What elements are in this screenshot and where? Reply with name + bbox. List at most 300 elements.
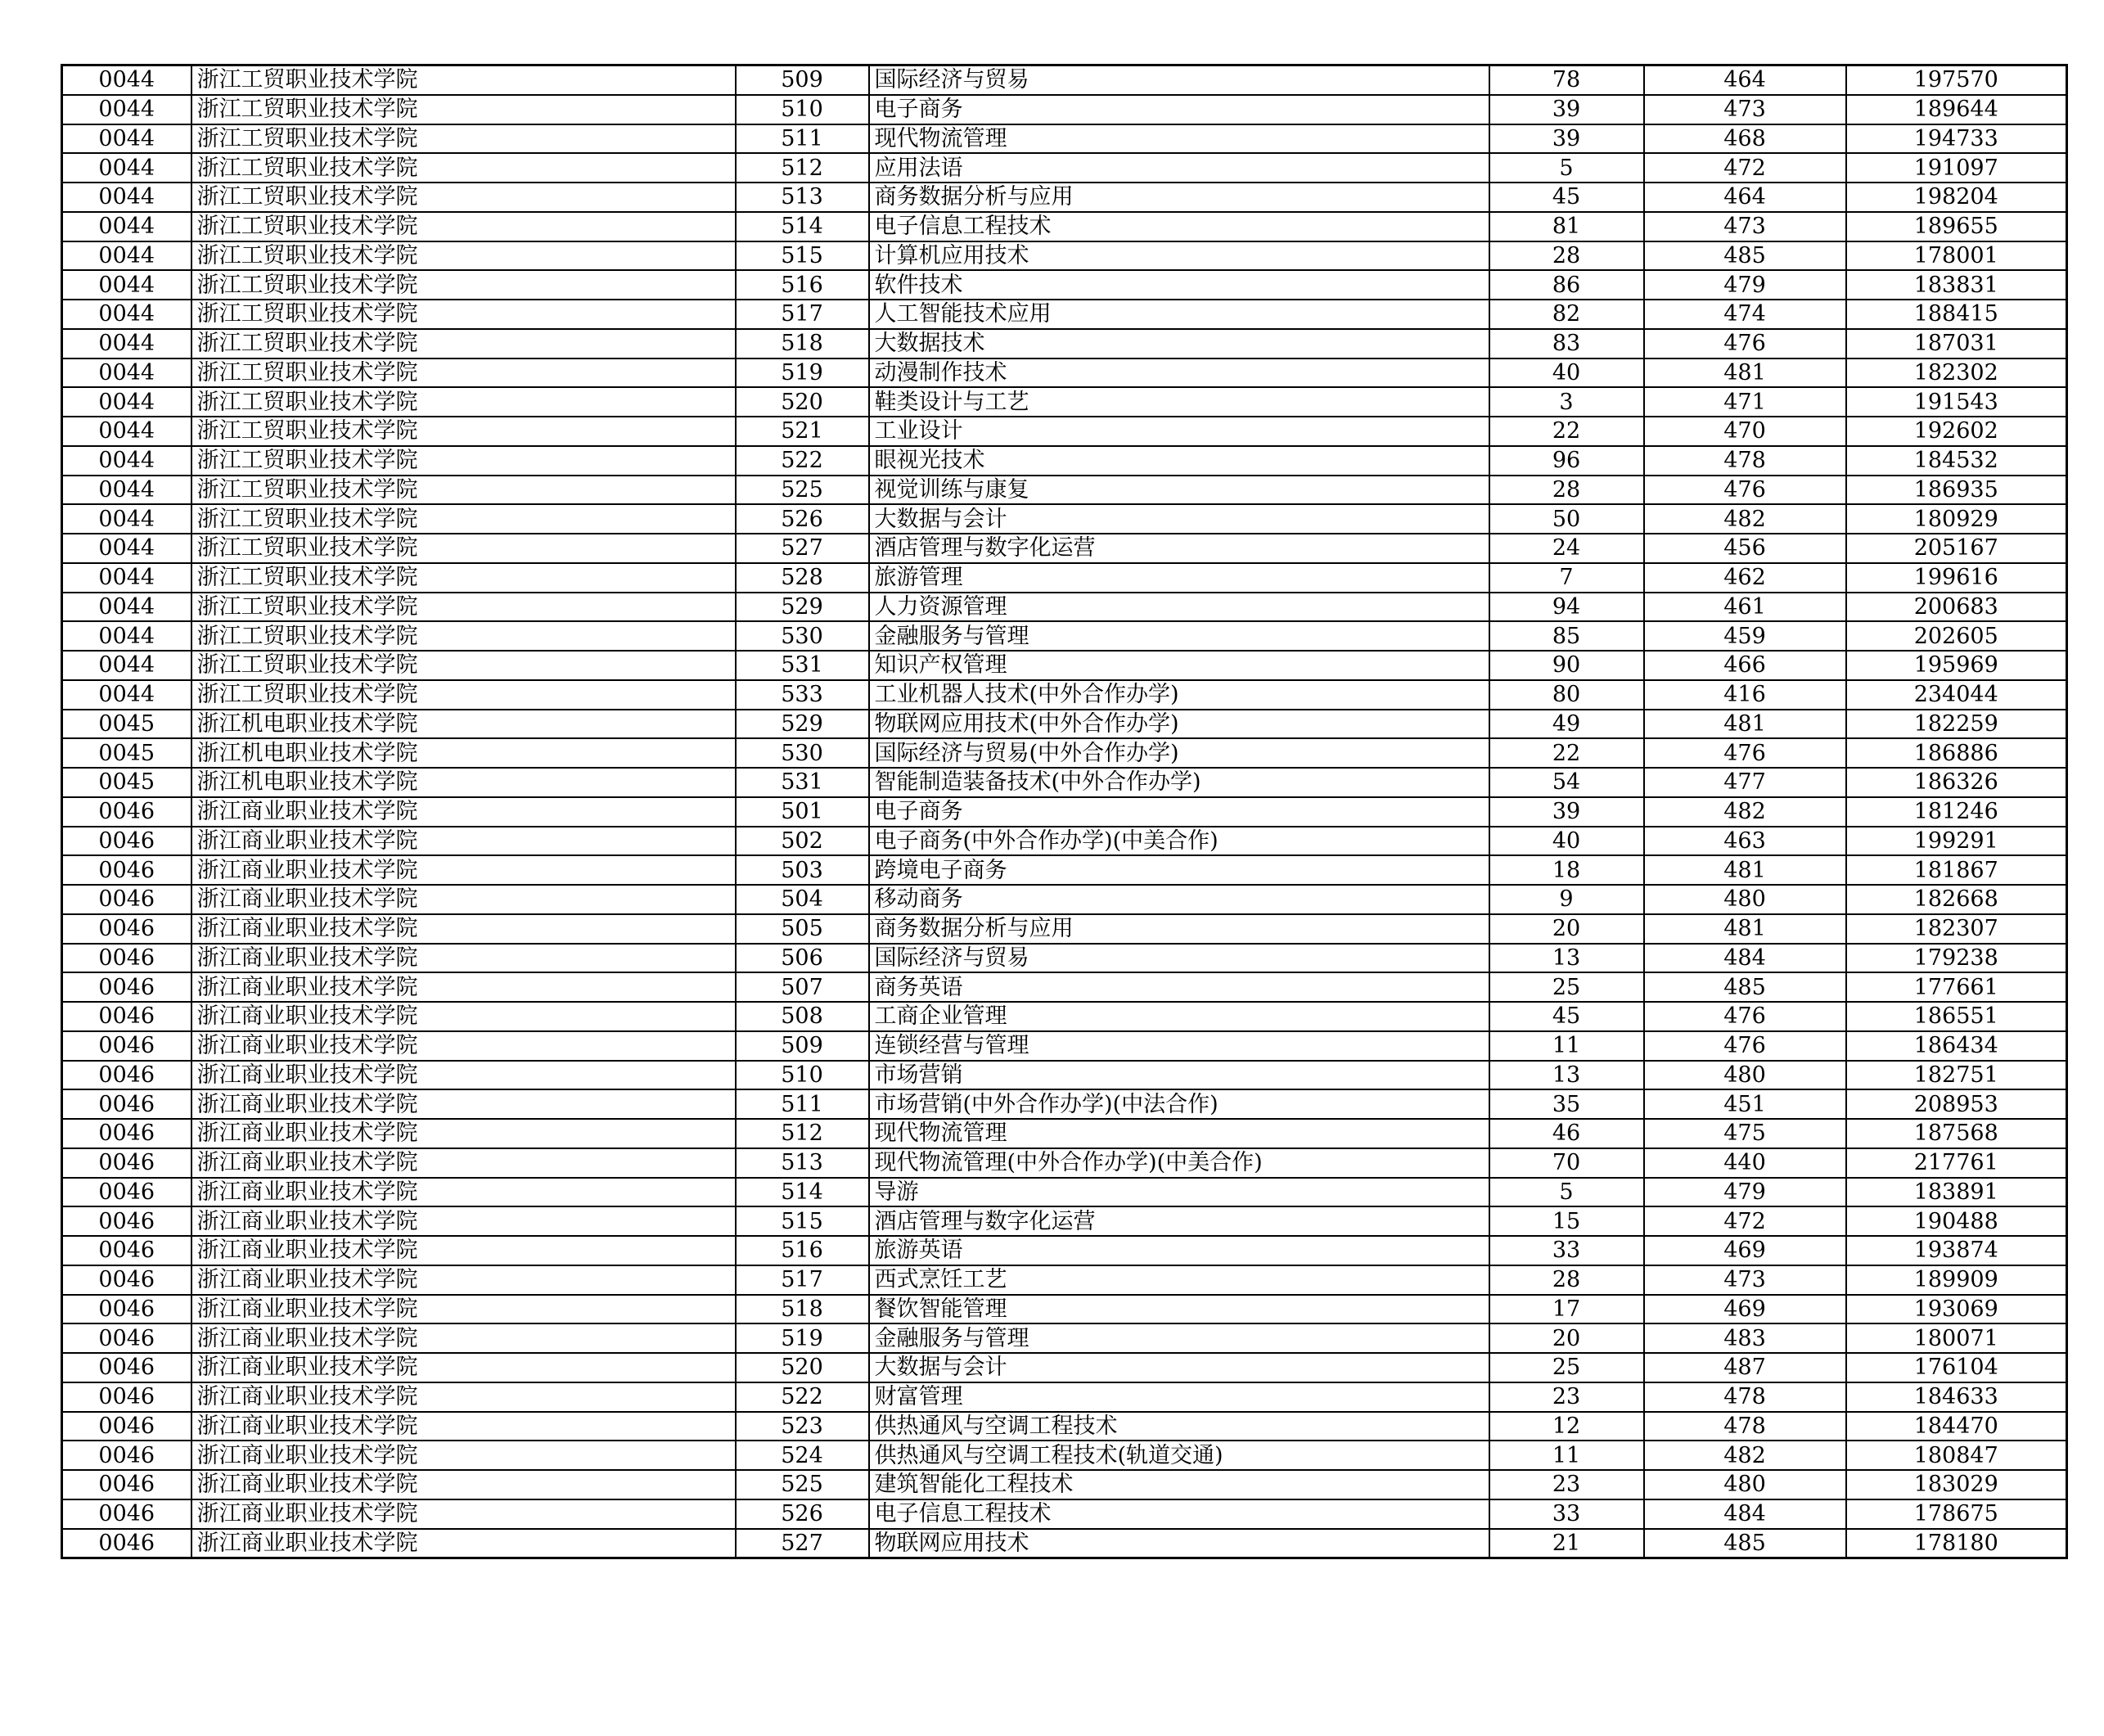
plan-count-cell: 40 <box>1489 827 1644 856</box>
school-name-cell: 浙江商业职业技术学院 <box>191 1236 736 1265</box>
table-row <box>62 972 2067 1002</box>
major-code-cell: 514 <box>736 212 869 241</box>
major-name-cell: 市场营销 <box>869 1061 1489 1090</box>
major-name-cell: 建筑智能化工程技术 <box>869 1470 1489 1499</box>
major-code-cell: 509 <box>736 1031 869 1061</box>
plan-count-cell: 35 <box>1489 1089 1644 1119</box>
min-rank-cell: 183831 <box>1846 270 2067 300</box>
min-rank-cell: 189655 <box>1846 212 2067 241</box>
school-name-cell: 浙江工贸职业技术学院 <box>191 212 736 241</box>
table-row <box>62 504 2067 534</box>
table-row <box>62 212 2067 241</box>
major-code-cell: 513 <box>736 1148 869 1178</box>
major-code-cell: 531 <box>736 651 869 680</box>
school-name-cell: 浙江商业职业技术学院 <box>191 1119 736 1148</box>
min-rank-cell: 180071 <box>1846 1323 2067 1353</box>
min-rank-cell: 182302 <box>1846 358 2067 388</box>
min-rank-cell: 199291 <box>1846 827 2067 856</box>
min-rank-cell: 183029 <box>1846 1470 2067 1499</box>
min-score-cell: 456 <box>1644 534 1846 563</box>
school-code-cell: 0046 <box>62 1061 191 1090</box>
school-name-cell: 浙江商业职业技术学院 <box>191 1148 736 1178</box>
major-name-cell: 动漫制作技术 <box>869 358 1489 388</box>
school-name-cell: 浙江工贸职业技术学院 <box>191 534 736 563</box>
major-code-cell: 509 <box>736 65 869 95</box>
major-name-cell: 现代物流管理 <box>869 1119 1489 1148</box>
major-name-cell: 西式烹饪工艺 <box>869 1265 1489 1295</box>
school-name-cell: 浙江商业职业技术学院 <box>191 972 736 1002</box>
major-name-cell: 应用法语 <box>869 153 1489 183</box>
major-name-cell: 移动商务 <box>869 885 1489 914</box>
major-code-cell: 527 <box>736 1529 869 1558</box>
school-code-cell: 0046 <box>62 1323 191 1353</box>
school-code-cell: 0044 <box>62 651 191 680</box>
plan-count-cell: 82 <box>1489 300 1644 329</box>
school-code-cell: 0046 <box>62 1529 191 1558</box>
school-code-cell: 0044 <box>62 65 191 95</box>
school-name-cell: 浙江商业职业技术学院 <box>191 1178 736 1207</box>
plan-count-cell: 45 <box>1489 183 1644 212</box>
min-rank-cell: 178001 <box>1846 241 2067 271</box>
plan-count-cell: 9 <box>1489 885 1644 914</box>
min-score-cell: 481 <box>1644 855 1846 885</box>
table-row <box>62 1529 2067 1558</box>
school-name-cell: 浙江商业职业技术学院 <box>191 1412 736 1441</box>
major-name-cell: 旅游英语 <box>869 1236 1489 1265</box>
school-name-cell: 浙江商业职业技术学院 <box>191 1441 736 1470</box>
major-code-cell: 518 <box>736 329 869 358</box>
min-rank-cell: 181246 <box>1846 797 2067 827</box>
plan-count-cell: 23 <box>1489 1470 1644 1499</box>
table-row <box>62 1412 2067 1441</box>
school-code-cell: 0044 <box>62 95 191 124</box>
plan-count-cell: 22 <box>1489 417 1644 446</box>
plan-count-cell: 70 <box>1489 1148 1644 1178</box>
major-code-cell: 512 <box>736 153 869 183</box>
school-name-cell: 浙江机电职业技术学院 <box>191 710 736 739</box>
school-code-cell: 0046 <box>62 1236 191 1265</box>
min-score-cell: 480 <box>1644 1061 1846 1090</box>
major-code-cell: 520 <box>736 387 869 417</box>
major-name-cell: 电子商务 <box>869 95 1489 124</box>
min-score-cell: 476 <box>1644 738 1846 768</box>
table-row <box>62 1031 2067 1061</box>
plan-count-cell: 17 <box>1489 1295 1644 1324</box>
major-name-cell: 大数据技术 <box>869 329 1489 358</box>
plan-count-cell: 20 <box>1489 1323 1644 1353</box>
school-code-cell: 0044 <box>62 358 191 388</box>
school-code-cell: 0044 <box>62 183 191 212</box>
school-code-cell: 0046 <box>62 1178 191 1207</box>
plan-count-cell: 25 <box>1489 1353 1644 1382</box>
min-score-cell: 476 <box>1644 1031 1846 1061</box>
major-name-cell: 大数据与会计 <box>869 504 1489 534</box>
table-row <box>62 680 2067 710</box>
table-row <box>62 827 2067 856</box>
plan-count-cell: 33 <box>1489 1499 1644 1529</box>
school-code-cell: 0046 <box>62 855 191 885</box>
plan-count-cell: 23 <box>1489 1382 1644 1412</box>
school-code-cell: 0046 <box>62 1089 191 1119</box>
major-name-cell: 电子商务 <box>869 797 1489 827</box>
table-row <box>62 1295 2067 1324</box>
table-row <box>62 621 2067 651</box>
school-code-cell: 0044 <box>62 680 191 710</box>
min-rank-cell: 179238 <box>1846 944 2067 973</box>
plan-count-cell: 86 <box>1489 270 1644 300</box>
min-rank-cell: 187568 <box>1846 1119 2067 1148</box>
school-name-cell: 浙江商业职业技术学院 <box>191 1529 736 1558</box>
min-rank-cell: 184633 <box>1846 1382 2067 1412</box>
min-rank-cell: 199616 <box>1846 563 2067 593</box>
min-score-cell: 479 <box>1644 270 1846 300</box>
min-score-cell: 474 <box>1644 300 1846 329</box>
school-code-cell: 0046 <box>62 972 191 1002</box>
min-score-cell: 472 <box>1644 1206 1846 1236</box>
school-code-cell: 0044 <box>62 504 191 534</box>
plan-count-cell: 39 <box>1489 95 1644 124</box>
major-name-cell: 国际经济与贸易 <box>869 944 1489 973</box>
min-rank-cell: 208953 <box>1846 1089 2067 1119</box>
plan-count-cell: 28 <box>1489 241 1644 271</box>
major-name-cell: 人力资源管理 <box>869 593 1489 622</box>
major-name-cell: 金融服务与管理 <box>869 1323 1489 1353</box>
school-name-cell: 浙江商业职业技术学院 <box>191 1470 736 1499</box>
min-rank-cell: 192602 <box>1846 417 2067 446</box>
min-rank-cell: 177661 <box>1846 972 2067 1002</box>
plan-count-cell: 83 <box>1489 329 1644 358</box>
plan-count-cell: 96 <box>1489 446 1644 476</box>
major-code-cell: 502 <box>736 827 869 856</box>
table-row <box>62 914 2067 944</box>
major-name-cell: 智能制造装备技术(中外合作办学) <box>869 768 1489 797</box>
min-rank-cell: 186434 <box>1846 1031 2067 1061</box>
major-code-cell: 511 <box>736 124 869 154</box>
table-row <box>62 65 2067 95</box>
table-row <box>62 476 2067 505</box>
school-name-cell: 浙江商业职业技术学院 <box>191 1206 736 1236</box>
min-score-cell: 483 <box>1644 1323 1846 1353</box>
table-row <box>62 417 2067 446</box>
school-code-cell: 0044 <box>62 300 191 329</box>
min-rank-cell: 191543 <box>1846 387 2067 417</box>
major-code-cell: 527 <box>736 534 869 563</box>
min-rank-cell: 181867 <box>1846 855 2067 885</box>
table-row <box>62 1236 2067 1265</box>
school-code-cell: 0046 <box>62 914 191 944</box>
min-rank-cell: 217761 <box>1846 1148 2067 1178</box>
min-score-cell: 464 <box>1644 183 1846 212</box>
major-code-cell: 514 <box>736 1178 869 1207</box>
table-row <box>62 1206 2067 1236</box>
major-name-cell: 导游 <box>869 1178 1489 1207</box>
plan-count-cell: 50 <box>1489 504 1644 534</box>
min-rank-cell: 184532 <box>1846 446 2067 476</box>
school-code-cell: 0044 <box>62 212 191 241</box>
major-code-cell: 531 <box>736 768 869 797</box>
min-rank-cell: 184470 <box>1846 1412 2067 1441</box>
min-rank-cell: 186326 <box>1846 768 2067 797</box>
major-name-cell: 财富管理 <box>869 1382 1489 1412</box>
plan-count-cell: 46 <box>1489 1119 1644 1148</box>
major-name-cell: 眼视光技术 <box>869 446 1489 476</box>
major-code-cell: 520 <box>736 1353 869 1382</box>
major-name-cell: 国际经济与贸易 <box>869 65 1489 95</box>
major-code-cell: 510 <box>736 95 869 124</box>
table-row <box>62 241 2067 271</box>
min-rank-cell: 183891 <box>1846 1178 2067 1207</box>
school-code-cell: 0046 <box>62 944 191 973</box>
major-name-cell: 酒店管理与数字化运营 <box>869 1206 1489 1236</box>
school-name-cell: 浙江商业职业技术学院 <box>191 885 736 914</box>
school-name-cell: 浙江商业职业技术学院 <box>191 797 736 827</box>
major-code-cell: 530 <box>736 621 869 651</box>
major-code-cell: 521 <box>736 417 869 446</box>
min-score-cell: 469 <box>1644 1295 1846 1324</box>
school-code-cell: 0044 <box>62 534 191 563</box>
plan-count-cell: 21 <box>1489 1529 1644 1558</box>
table-body <box>62 65 2067 1558</box>
table-row <box>62 534 2067 563</box>
school-name-cell: 浙江工贸职业技术学院 <box>191 65 736 95</box>
table-row <box>62 387 2067 417</box>
plan-count-cell: 11 <box>1489 1031 1644 1061</box>
school-code-cell: 0044 <box>62 329 191 358</box>
school-code-cell: 0044 <box>62 153 191 183</box>
major-code-cell: 516 <box>736 1236 869 1265</box>
major-code-cell: 505 <box>736 914 869 944</box>
min-score-cell: 468 <box>1644 124 1846 154</box>
school-name-cell: 浙江商业职业技术学院 <box>191 827 736 856</box>
school-code-cell: 0045 <box>62 738 191 768</box>
school-name-cell: 浙江工贸职业技术学院 <box>191 95 736 124</box>
min-rank-cell: 191097 <box>1846 153 2067 183</box>
min-score-cell: 473 <box>1644 1265 1846 1295</box>
school-name-cell: 浙江工贸职业技术学院 <box>191 651 736 680</box>
plan-count-cell: 15 <box>1489 1206 1644 1236</box>
plan-count-cell: 45 <box>1489 1002 1644 1031</box>
plan-count-cell: 5 <box>1489 1178 1644 1207</box>
school-name-cell: 浙江商业职业技术学院 <box>191 914 736 944</box>
min-rank-cell: 205167 <box>1846 534 2067 563</box>
table-row <box>62 300 2067 329</box>
table-row <box>62 183 2067 212</box>
table-row <box>62 651 2067 680</box>
table-row <box>62 768 2067 797</box>
table-row <box>62 944 2067 973</box>
major-code-cell: 512 <box>736 1119 869 1148</box>
min-rank-cell: 200683 <box>1846 593 2067 622</box>
min-rank-cell: 182751 <box>1846 1061 2067 1090</box>
major-code-cell: 510 <box>736 1061 869 1090</box>
min-rank-cell: 234044 <box>1846 680 2067 710</box>
plan-count-cell: 28 <box>1489 1265 1644 1295</box>
table-row <box>62 1089 2067 1119</box>
major-name-cell: 商务英语 <box>869 972 1489 1002</box>
min-score-cell: 476 <box>1644 476 1846 505</box>
table-row <box>62 270 2067 300</box>
school-name-cell: 浙江工贸职业技术学院 <box>191 183 736 212</box>
plan-count-cell: 11 <box>1489 1441 1644 1470</box>
table-row <box>62 153 2067 183</box>
table-row <box>62 1470 2067 1499</box>
plan-count-cell: 12 <box>1489 1412 1644 1441</box>
major-code-cell: 522 <box>736 446 869 476</box>
major-code-cell: 513 <box>736 183 869 212</box>
table-row <box>62 1148 2067 1178</box>
min-rank-cell: 186551 <box>1846 1002 2067 1031</box>
min-score-cell: 487 <box>1644 1353 1846 1382</box>
school-code-cell: 0046 <box>62 797 191 827</box>
school-name-cell: 浙江工贸职业技术学院 <box>191 593 736 622</box>
school-name-cell: 浙江工贸职业技术学院 <box>191 563 736 593</box>
table-row <box>62 1002 2067 1031</box>
table-row <box>62 855 2067 885</box>
major-name-cell: 连锁经营与管理 <box>869 1031 1489 1061</box>
school-name-cell: 浙江工贸职业技术学院 <box>191 153 736 183</box>
major-code-cell: 519 <box>736 1323 869 1353</box>
major-name-cell: 酒店管理与数字化运营 <box>869 534 1489 563</box>
table-row <box>62 329 2067 358</box>
school-code-cell: 0046 <box>62 1148 191 1178</box>
plan-count-cell: 40 <box>1489 358 1644 388</box>
min-rank-cell: 187031 <box>1846 329 2067 358</box>
table-row <box>62 1119 2067 1148</box>
school-name-cell: 浙江工贸职业技术学院 <box>191 417 736 446</box>
major-code-cell: 511 <box>736 1089 869 1119</box>
min-score-cell: 481 <box>1644 710 1846 739</box>
min-rank-cell: 188415 <box>1846 300 2067 329</box>
major-code-cell: 526 <box>736 504 869 534</box>
school-name-cell: 浙江工贸职业技术学院 <box>191 476 736 505</box>
major-name-cell: 物联网应用技术 <box>869 1529 1489 1558</box>
min-score-cell: 463 <box>1644 827 1846 856</box>
plan-count-cell: 78 <box>1489 65 1644 95</box>
school-name-cell: 浙江商业职业技术学院 <box>191 944 736 973</box>
table-row <box>62 885 2067 914</box>
min-score-cell: 470 <box>1644 417 1846 446</box>
major-code-cell: 530 <box>736 738 869 768</box>
min-rank-cell: 186935 <box>1846 476 2067 505</box>
table-row <box>62 593 2067 622</box>
major-name-cell: 电子信息工程技术 <box>869 212 1489 241</box>
major-name-cell: 跨境电子商务 <box>869 855 1489 885</box>
major-name-cell: 人工智能技术应用 <box>869 300 1489 329</box>
school-code-cell: 0045 <box>62 710 191 739</box>
school-name-cell: 浙江商业职业技术学院 <box>191 1382 736 1412</box>
school-code-cell: 0044 <box>62 563 191 593</box>
major-code-cell: 518 <box>736 1295 869 1324</box>
school-name-cell: 浙江商业职业技术学院 <box>191 1499 736 1529</box>
min-rank-cell: 190488 <box>1846 1206 2067 1236</box>
major-code-cell: 517 <box>736 1265 869 1295</box>
min-score-cell: 464 <box>1644 65 1846 95</box>
plan-count-cell: 85 <box>1489 621 1644 651</box>
major-name-cell: 电子商务(中外合作办学)(中美合作) <box>869 827 1489 856</box>
major-name-cell: 现代物流管理(中外合作办学)(中美合作) <box>869 1148 1489 1178</box>
major-name-cell: 供热通风与空调工程技术 <box>869 1412 1489 1441</box>
min-rank-cell: 180929 <box>1846 504 2067 534</box>
min-score-cell: 475 <box>1644 1119 1846 1148</box>
school-code-cell: 0046 <box>62 1031 191 1061</box>
school-name-cell: 浙江工贸职业技术学院 <box>191 680 736 710</box>
school-name-cell: 浙江工贸职业技术学院 <box>191 300 736 329</box>
min-rank-cell: 176104 <box>1846 1353 2067 1382</box>
major-code-cell: 515 <box>736 241 869 271</box>
school-code-cell: 0044 <box>62 593 191 622</box>
school-name-cell: 浙江商业职业技术学院 <box>191 1089 736 1119</box>
major-code-cell: 516 <box>736 270 869 300</box>
school-code-cell: 0046 <box>62 1412 191 1441</box>
min-score-cell: 484 <box>1644 1499 1846 1529</box>
min-score-cell: 473 <box>1644 95 1846 124</box>
major-name-cell: 工业机器人技术(中外合作办学) <box>869 680 1489 710</box>
min-rank-cell: 180847 <box>1846 1441 2067 1470</box>
plan-count-cell: 49 <box>1489 710 1644 739</box>
major-code-cell: 533 <box>736 680 869 710</box>
major-code-cell: 525 <box>736 1470 869 1499</box>
plan-count-cell: 20 <box>1489 914 1644 944</box>
table-row <box>62 1061 2067 1090</box>
min-score-cell: 416 <box>1644 680 1846 710</box>
school-name-cell: 浙江工贸职业技术学院 <box>191 358 736 388</box>
major-code-cell: 506 <box>736 944 869 973</box>
min-score-cell: 482 <box>1644 504 1846 534</box>
school-name-cell: 浙江工贸职业技术学院 <box>191 504 736 534</box>
school-name-cell: 浙江商业职业技术学院 <box>191 1323 736 1353</box>
min-score-cell: 440 <box>1644 1148 1846 1178</box>
school-code-cell: 0046 <box>62 1119 191 1148</box>
table-row <box>62 710 2067 739</box>
school-code-cell: 0044 <box>62 417 191 446</box>
table-row <box>62 738 2067 768</box>
min-score-cell: 451 <box>1644 1089 1846 1119</box>
school-code-cell: 0044 <box>62 241 191 271</box>
admission-table <box>61 64 2068 1559</box>
min-score-cell: 471 <box>1644 387 1846 417</box>
major-name-cell: 商务数据分析与应用 <box>869 914 1489 944</box>
school-code-cell: 0046 <box>62 1206 191 1236</box>
min-score-cell: 480 <box>1644 1470 1846 1499</box>
major-name-cell: 国际经济与贸易(中外合作办学) <box>869 738 1489 768</box>
min-rank-cell: 178675 <box>1846 1499 2067 1529</box>
major-code-cell: 529 <box>736 593 869 622</box>
table-row <box>62 446 2067 476</box>
school-code-cell: 0046 <box>62 1382 191 1412</box>
plan-count-cell: 24 <box>1489 534 1644 563</box>
table-row <box>62 95 2067 124</box>
major-code-cell: 526 <box>736 1499 869 1529</box>
major-code-cell: 515 <box>736 1206 869 1236</box>
min-score-cell: 481 <box>1644 358 1846 388</box>
min-rank-cell: 182668 <box>1846 885 2067 914</box>
min-rank-cell: 193874 <box>1846 1236 2067 1265</box>
table-row <box>62 1441 2067 1470</box>
table-row <box>62 1323 2067 1353</box>
school-code-cell: 0046 <box>62 1002 191 1031</box>
major-code-cell: 501 <box>736 797 869 827</box>
min-score-cell: 478 <box>1644 1412 1846 1441</box>
major-name-cell: 软件技术 <box>869 270 1489 300</box>
min-rank-cell: 178180 <box>1846 1529 2067 1558</box>
plan-count-cell: 13 <box>1489 944 1644 973</box>
major-name-cell: 物联网应用技术(中外合作办学) <box>869 710 1489 739</box>
plan-count-cell: 13 <box>1489 1061 1644 1090</box>
table-row <box>62 1499 2067 1529</box>
school-code-cell: 0046 <box>62 1353 191 1382</box>
school-code-cell: 0046 <box>62 1295 191 1324</box>
table-row <box>62 563 2067 593</box>
